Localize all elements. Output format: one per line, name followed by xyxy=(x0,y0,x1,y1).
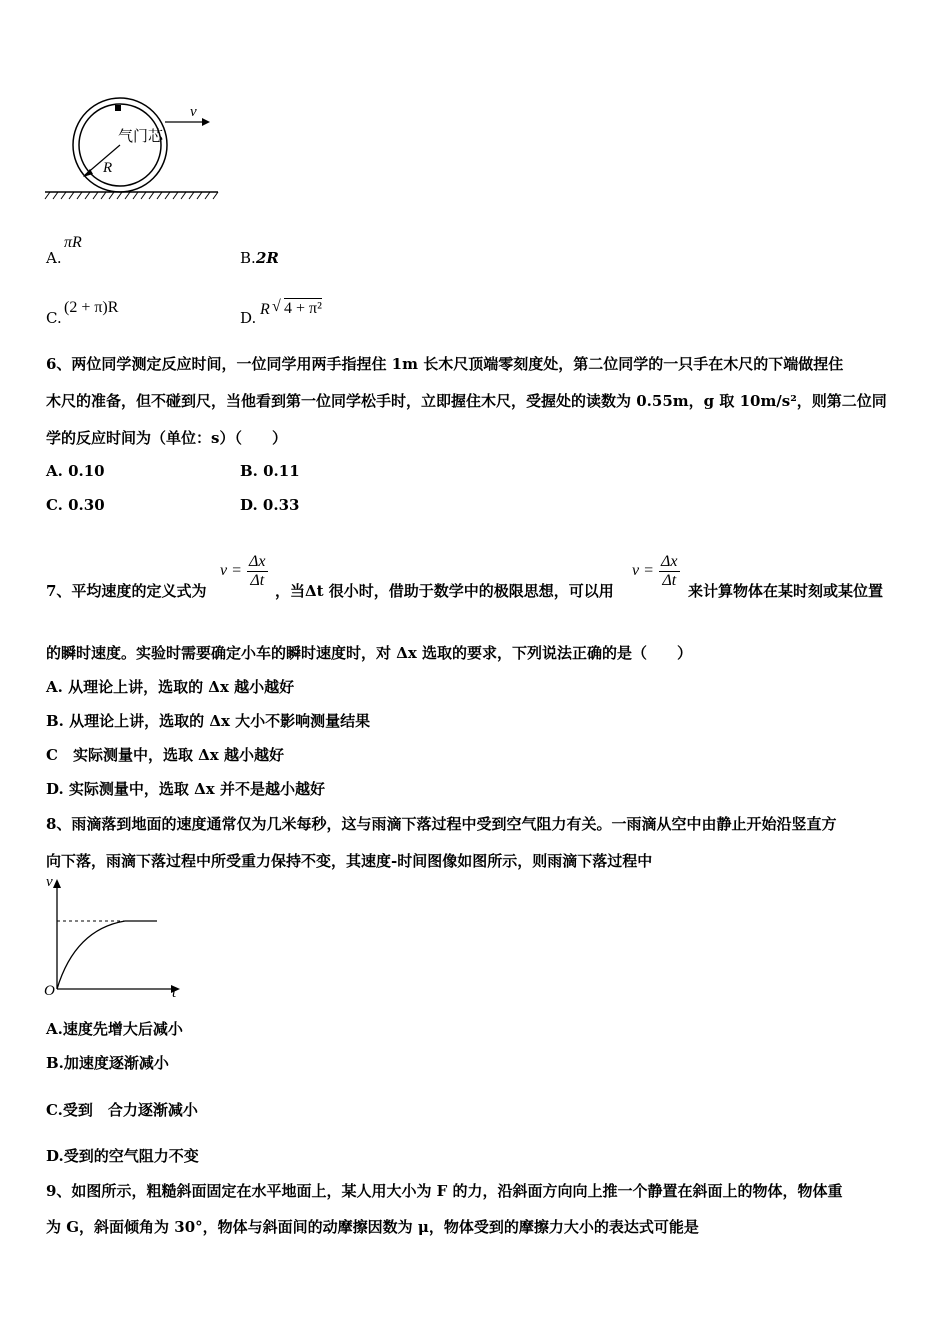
q7-option-b: B. 从理论上讲，选取的 Δx 大小不影响测量结果 xyxy=(46,712,371,730)
valve-label: 气门芯 xyxy=(118,127,164,145)
q6-line-1: 6、两位同学测定反应时间，一位同学用两手指捏住 1m 长木尺顶端零刻度处，第二位同学的一只手在木尺的下端做捏住 xyxy=(46,355,844,373)
q7-tail: 来计算物体在某时刻或某位置 xyxy=(688,582,884,600)
q5-option-b-value: 2R xyxy=(256,249,279,267)
q5-option-b-label: B. xyxy=(240,249,256,267)
q5-option-a-label: A. xyxy=(46,249,62,267)
q5-option-d-radicand: 4 + π² xyxy=(284,300,322,317)
q7-line-2: 的瞬时速度。实验时需要确定小车的瞬时速度时，对 Δx 选取的要求，下列说法正确的是（ ） xyxy=(46,644,693,662)
q7-option-d: D. 实际测量中，选取 Δx 并不是越小越好 xyxy=(46,780,325,798)
q6-option-c: C. 0.30 xyxy=(46,496,105,514)
q7-formula-2: v = $\frac{\Delta x}{\Delta t}$ xyxy=(632,553,678,589)
q8-option-d: D.受到的空气阻力不变 xyxy=(46,1147,199,1165)
q7-mid: ，当Δt 很小时，借助于数学中的极限思想，可以用 xyxy=(275,582,614,600)
q7-option-a: A. 从理论上讲，选取的 Δx 越小越好 xyxy=(46,678,295,696)
q8-option-a: A.速度先增大后减小 xyxy=(46,1020,183,1038)
q8-option-c: C.受到 合力逐渐减小 xyxy=(46,1101,198,1119)
q6-line-3: 学的反应时间为（单位：s）（ ） xyxy=(46,429,287,447)
graph-v-label: v xyxy=(46,874,53,890)
q8-line-2: 向下落，雨滴下落过程中所受重力保持不变，其速度-时间图像如图所示，则雨滴下落过程中 xyxy=(46,852,653,870)
q6-line-2: 木尺的准备，但不碰到尺，当他看到第一位同学松手时，立即握住木尺，受握处的读数为 0.55m，g 取 10m/s²，则第二位同 xyxy=(46,392,887,410)
q6-option-d: D. 0.33 xyxy=(240,496,300,514)
graph-t-label: t xyxy=(172,985,177,1001)
q8-option-b: B.加速度逐渐减小 xyxy=(46,1054,169,1072)
q8-line-1: 8、雨滴落到地面的速度通常仅为几米每秒，这与雨滴下落过程中受到空气阻力有关。一雨滴从空中由静止开始沿竖直方 xyxy=(46,815,837,833)
graph-origin-label: O xyxy=(44,983,55,999)
q6-option-a: A. 0.10 xyxy=(46,462,105,480)
q5-option-a-value: πR xyxy=(64,234,82,251)
q7-lead: 7、平均速度的定义式为 xyxy=(46,582,207,600)
radius-label: R xyxy=(103,160,113,176)
velocity-time-graph xyxy=(40,876,190,1006)
q9-line-2: 为 G，斜面倾角为 30°，物体与斜面间的动摩擦因数为 μ，物体受到的摩擦力大小的表达式可能是 xyxy=(46,1218,699,1236)
wheel-figure xyxy=(40,95,230,205)
q7-option-c: C 实际测量中，选取 Δx 越小越好 xyxy=(46,746,284,764)
q5-option-d-label: D. xyxy=(240,309,257,327)
q7-formula-1: v = $\frac{\Delta x}{\Delta t}$ xyxy=(220,553,266,589)
velocity-label: v xyxy=(190,104,197,120)
q5-option-c-value: (2 + π)R xyxy=(64,299,119,316)
q6-option-b: B. 0.11 xyxy=(240,462,300,480)
q9-line-1: 9、如图所示，粗糙斜面固定在水平地面上，某人用大小为 F 的力，沿斜面方向向上推一个静置在斜面上的物体，物体重 xyxy=(46,1182,843,1200)
q5-option-c-label: C. xyxy=(46,309,62,327)
q5-option-d-sqrt: √ xyxy=(272,298,281,315)
q5-option-d-prefix: R xyxy=(260,301,270,318)
